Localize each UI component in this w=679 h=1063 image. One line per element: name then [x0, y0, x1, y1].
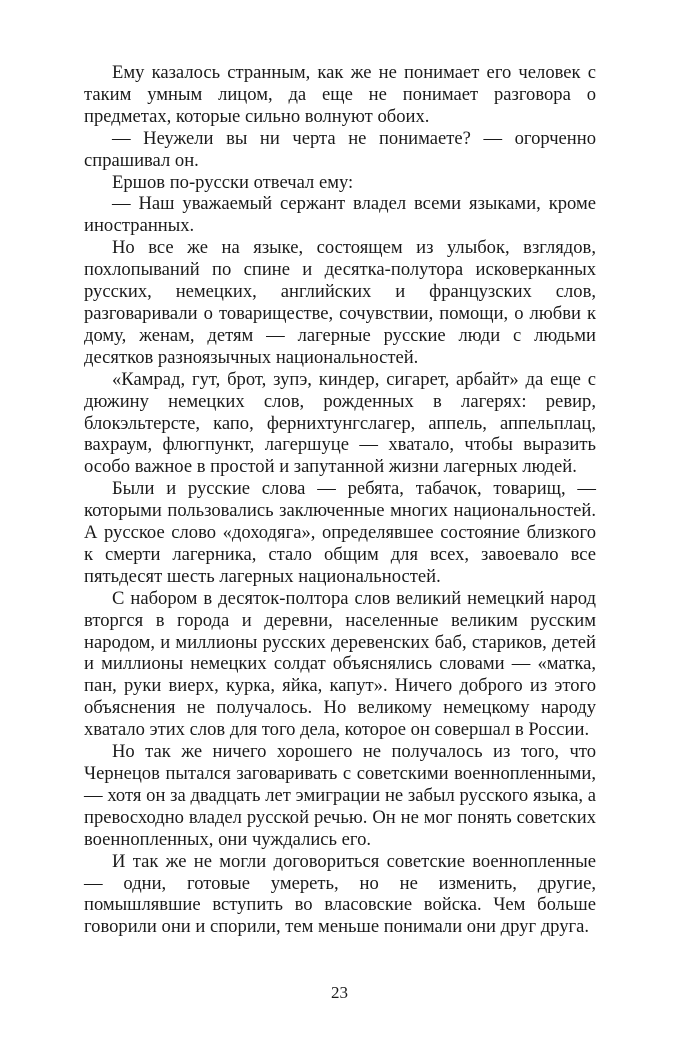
paragraph-6: «Камрад, гут, брот, зупэ, киндер, сигарет, арбайт» да еще с дюжину немецких слов, рожденных в лагерях: ревир, блокэльтерсте, капо, фернихтунгслагер, аппель, аппельплац, вахраум, флюгпункт, лагершуце — хватало, чтобы выразить особо важное в простой и запутанной жизни лагерных людей.	[84, 368, 596, 478]
page-body	[84, 62, 596, 938]
paragraph-5: Но все же на языке, состоящем из улыбок, взглядов, похлопываний по спине и десятка-полутора исковерканных русских, немецких, английских и французских слов, разговаривали о товариществе, сочувствии, помощи, о любви к дому, женам, детям — лагерные русские люди с людьми десятков разноязычных национальностей.	[84, 237, 596, 368]
paragraph-8: С набором в десяток-полтора слов великий немецкий народ вторгся в города и деревни, населенные великим русским народом, и миллионы русских деревенских баб, стариков, детей и миллионы немецких солдат объяснялись словами — «матка, пан, руки виерх, курка, яйка, капут». Ничего доброго из этого объяснения не получалось. Но великому немецкому народу хватало этих слов для того дела, которое он совершал в России.	[84, 587, 596, 741]
page-number: 23	[331, 983, 348, 1002]
paragraph-9: Но так же ничего хорошего не получалось из того, что Чернецов пытался заговаривать с советскими военнопленными, — хотя он за двадцать лет эмиграции не забыл русского языка, а превосходно владел русской речью. Он не мог понять советских военнопленных, они чуждались его.	[84, 741, 596, 850]
paragraph-7: Были и русские слова — ребята, табачок, товарищ, — которыми пользовались заключенные многих национальностей. А русское слово «доходяга», определявшее состояние близкого к смерти лагерника, стало общим для всех, завоевало все пятьдесят шесть лагерных национальностей.	[84, 478, 596, 587]
paragraph-1: Ему казалось странным, как же не понимает его человек с таким умным лицом, да еще не понимает разговора о предметах, которые сильно волнуют обоих.	[84, 62, 596, 127]
paragraph-3: Ершов по-русски отвечал ему:	[112, 171, 354, 193]
paragraph-4: — Наш уважаемый сержант владел всеми языками, кроме иностранных.	[84, 193, 596, 237]
paragraph-2: — Неужели вы ни черта не понимаете? — огорченно спрашивал он.	[84, 127, 596, 171]
paragraph-10: И так же не могли договориться советские военнопленные — одни, готовые умереть, но не изменить, другие, помышлявшие вступить во власовские войска. Чем больше говорили они и спорили, тем меньше понимали они друг друга.	[84, 850, 596, 938]
